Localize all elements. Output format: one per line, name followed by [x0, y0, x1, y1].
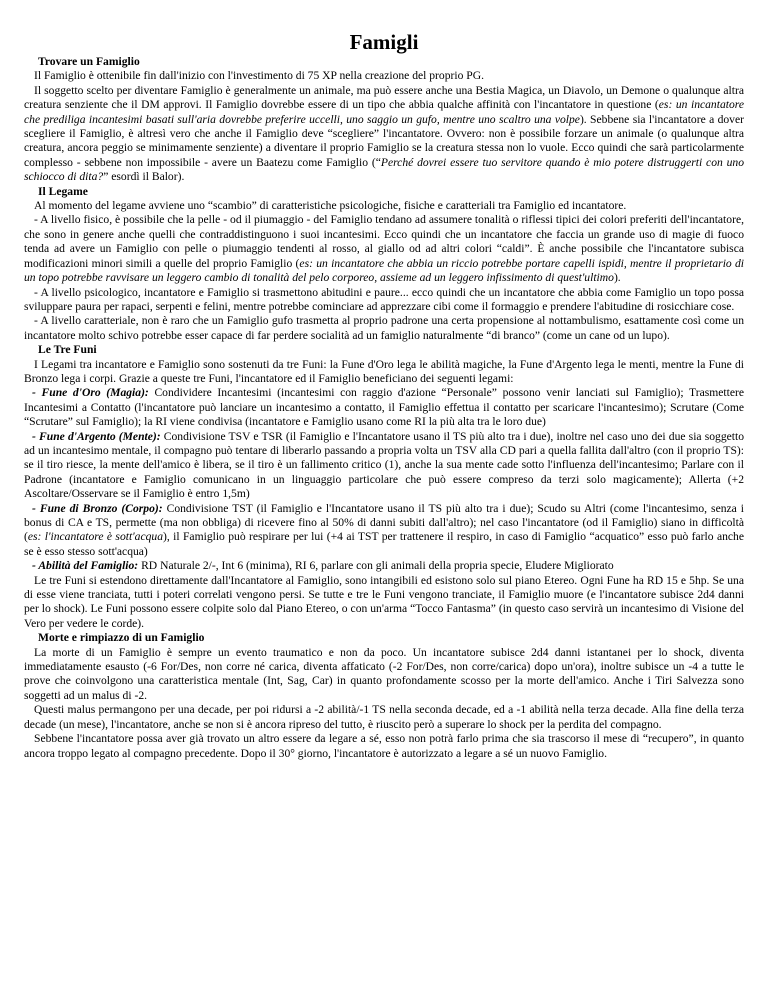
text-run: - A livello fisico, è possibile che la pelle - od il piumaggio - del Famiglio tendano ad assumere tonalità o riflessi tipici dei colori preferiti dell'incantatore, che sono in genere anche quelli che contraddistinguono i suoi incantesimi. Ecco quindi che un incantatore che faccia un grande uso di magie di fuoco tenda ad avere un Famiglio con pelle o piumaggio tendenti al rosso, al giallo od ad altri colori “caldi”. È anche possibile che l'incantatore subisca modificazioni minori simili a quelle del proprio Famiglio ( — [24, 213, 744, 270]
paragraph: Sebbene l'incantatore possa aver già trovato un altro essere da legare a sé, esso non potrà farlo prima che sia trascorso il mese di “recupero”, in quanto ancora troppo legato al compagno precedente. Dopo il 30° giorno, l'incantatore è autorizzato a legare a sé un nuovo Famiglio. — [24, 732, 744, 760]
paragraph: Questi malus permangono per una decade, per poi ridursi a -2 abilità/-1 TS nella seconda decade, ed a -1 abilità nella terza decade. Alla fine della terza decade (un mese), l'incantatore, anche se non si è ancora ripreso del tutto, è riuscito però a superare lo shock per la perdita del compagno. — [24, 703, 744, 731]
list-item-fune-oro — [24, 386, 744, 429]
paragraph: La morte di un Famiglio è sempre un evento traumatico e non da poco. Un incantatore subisce 2d4 danni istantanei per lo shock, diventa immediatamente esausto (-6 For/Des, non corre né carica, diventa affaticato (-2 For/Des, non corre/carica) dopo un'ora), inoltre subisce un -4 a tutte le prove che coinvolgono una caratteristica mentale (Int, Sag, Car) in quanto profondamente scosso per la morte dell'amico. Anche i Tiri Salvezza sono soggetti ad un malus di -2. — [24, 645, 744, 702]
list-item-fune-bronzo — [24, 502, 744, 560]
item-text: Condividere Incantesimi (incantesimi con raggio d'azione “Personale” possono venir lanciati sul Famiglio); Trasmettere Incantesimi a Contatto (l'incantatore può lanciare un incantesimo a contatto, il Famiglio effettua il contatto per scaricare l'incantesimo); Scrutare (Come “Scrutare” sul Famiglio); la RI viene condivisa (incantatore e Famiglio usano come RI la più alta tra le loro due) — [24, 386, 744, 429]
section-heading-legame: Il Legame — [38, 184, 88, 198]
paragraph: - A livello caratteriale, non è raro che un Famiglio gufo trasmetta al proprio padrone una certa propensione al nottambulismo, esattamente così come un incantatore molto schivo potrebbe esser capace di far perdere socialità ad un famiglio naturalmente “di branco” (come un cane od un lupo). — [24, 314, 744, 342]
item-text: RD Naturale 2/-, Int 6 (minima), RI 6, parlare con gli animali della propria specie, Eludere Migliorato — [138, 559, 614, 573]
paragraph — [24, 84, 744, 185]
italic-example: es: un incantatore che abbia un riccio potrebbe portare capelli ispidi, mentre il proprietario di un topo potrebbe ravvisare un leggero cambio di tonalità del pelo corporeo, assieme ad un leggero infissimento di quest'ultimo — [24, 256, 744, 285]
section-heading-trovare: Trovare un Famiglio — [38, 55, 140, 68]
item-label: - Fune d'Argento (Mente): — [32, 429, 161, 443]
item-text: Condivisione TST (il Famiglio e l'Incantatore usano il TS più alto tra i due); Scudo su Altri (come l'incantesimo, senza i bonus di CA e TS, permette (ma non obbliga) di ricevere fino al 50% di danni subiti dall'altro); nel caso l'incantatore (od il Famiglio) siano in difficoltà ( — [24, 501, 745, 544]
paragraph: Il Famiglio è ottenibile fin dall'inizio con l'investimento di 75 XP nella creazione del proprio PG. — [34, 69, 485, 83]
section-heading-funi: Le Tre Funi — [38, 343, 97, 357]
item-label: - Fune d'Oro (Magia): — [32, 386, 149, 400]
paragraph: - A livello psicologico, incantatore e Famiglio si trasmettono abitudini e paure... ecco quindi che un incantatore che abbia come Famiglio un topo possa sviluppare paura per rapaci, serpenti e felini, mentre potrebbe cominciare ad apprezzare cibi come il formaggio e prendere l'abitudine di rosicchiare cose. — [24, 285, 744, 313]
page-title: Famigli — [349, 30, 419, 54]
item-label: - Abilità del Famiglio: — [32, 559, 139, 573]
list-item-fune-argento — [24, 430, 744, 502]
section-heading-morte: Morte e rimpiazzo di un Famiglio — [38, 631, 205, 645]
list-item-abilita — [24, 559, 744, 573]
paragraph: I Legami tra incantatore e Famiglio sono sostenuti da tre Funi: la Fune d'Oro lega le abilità magiche, la Fune d'Argento lega le menti, mentre la Fune di Bronzo lega i corpi. Grazie a queste tre Funi, l'incantatore ed il Famiglio beneficiano dei seguenti legami: — [24, 357, 744, 385]
paragraph: Al momento del legame avviene uno “scambio” di caratteristiche psicologiche, fisiche e caratteriali tra Famiglio ed incantatore. — [34, 199, 627, 213]
text-run: Il soggetto scelto per diventare Famiglio è generalmente un animale, ma può essere anche una Bestia Magica, un Diavolo, un Demone o qualunque altra creatura senziente che il DM approvi. Il Famiglio dovrebbe essere di un tipo che abbia qualche affinità con l'incantatore in questione ( — [24, 83, 744, 112]
text-run: ). — [613, 271, 621, 285]
item-text: Condivisione TSV e TSR (il Famiglio e l'Incantatore usano il TS più alto tra i due), inoltre nel caso uno dei due sia soggetto ad un incantesimo mentale, il compagno può tentare di liberarlo passando a propria volta un TSV alla CD pari a quella fallita dall'altro (con il proprio TS): se il tiro riesce, la mente dell'amico è libera, se il tiro è un fallimento critico (1), anche la sua mente cade sotto l'influenza dell'incantesimo; Parlare con il Padrone (incantatore e Famiglio comunicano in un linguaggio particolare che può essere compreso da terzi solo magicamente); Allerta (+2 Ascoltare/Osservare se il Famiglio è entro 1,5m) — [24, 429, 745, 501]
item-label: - Fune di Bronzo (Corpo): — [32, 501, 163, 515]
paragraph — [24, 213, 744, 285]
text-run: ). Sebbene sia l'incantatore a dover scegliere il Famiglio, è altresì vero che anche il Famiglio deve “scegliere” l'incantatore. Ovvero: non è possibile forzare un animale (o qualunque altra creatura, ancora peggio se minimamente senziente) a diventare il proprio Famiglio se la creatura stessa non lo vuole. Ecco quindi che sarà particolarmente complesso - sebbene non impossibile - avere un Baatezu come Famiglio (“ — [24, 112, 744, 169]
italic-example: es: un incantatore che prediliga incantesimi basati sull'aria dovrebbe preferire uccelli, uno saggio un gufo, mentre uno scaltro una volpe — [24, 98, 744, 126]
italic-example: es: l'incantatore è sott'acqua — [27, 530, 163, 544]
italic-quote: Perché dovrei essere tuo servitore quando è mio potere distruggerti con uno schiocco di dita? — [24, 155, 744, 184]
document-body — [24, 55, 744, 761]
paragraph: Le tre Funi si estendono direttamente dall'Incantatore al Famiglio, sono intangibili ed esistono solo sul piano Etereo. Ogni Fune ha RD 15 e 5hp. Se una di esse viene tranciata, tutti i poteri correlati vengono persi. Se tutte e tre le Funi vengono tranciate, il Famiglio muore (e l'incantatore subisce 2d4 danni per lo shock). Le Funi possono essere colpite solo dal Piano Etereo, o con un'arma “Tocco Fantasma” (in questo caso servirà un incantesimo di Visione del Vero per vedere le corde). — [24, 573, 744, 630]
item-text: ), il Famiglio può respirare per lui (+4 ai TST per trattenere il respiro, in caso di Famiglio “acquatico” esso può farlo anche se è esso stesso sott'acqua) — [24, 530, 744, 558]
text-run: ” esordì il Balor). — [103, 170, 185, 184]
